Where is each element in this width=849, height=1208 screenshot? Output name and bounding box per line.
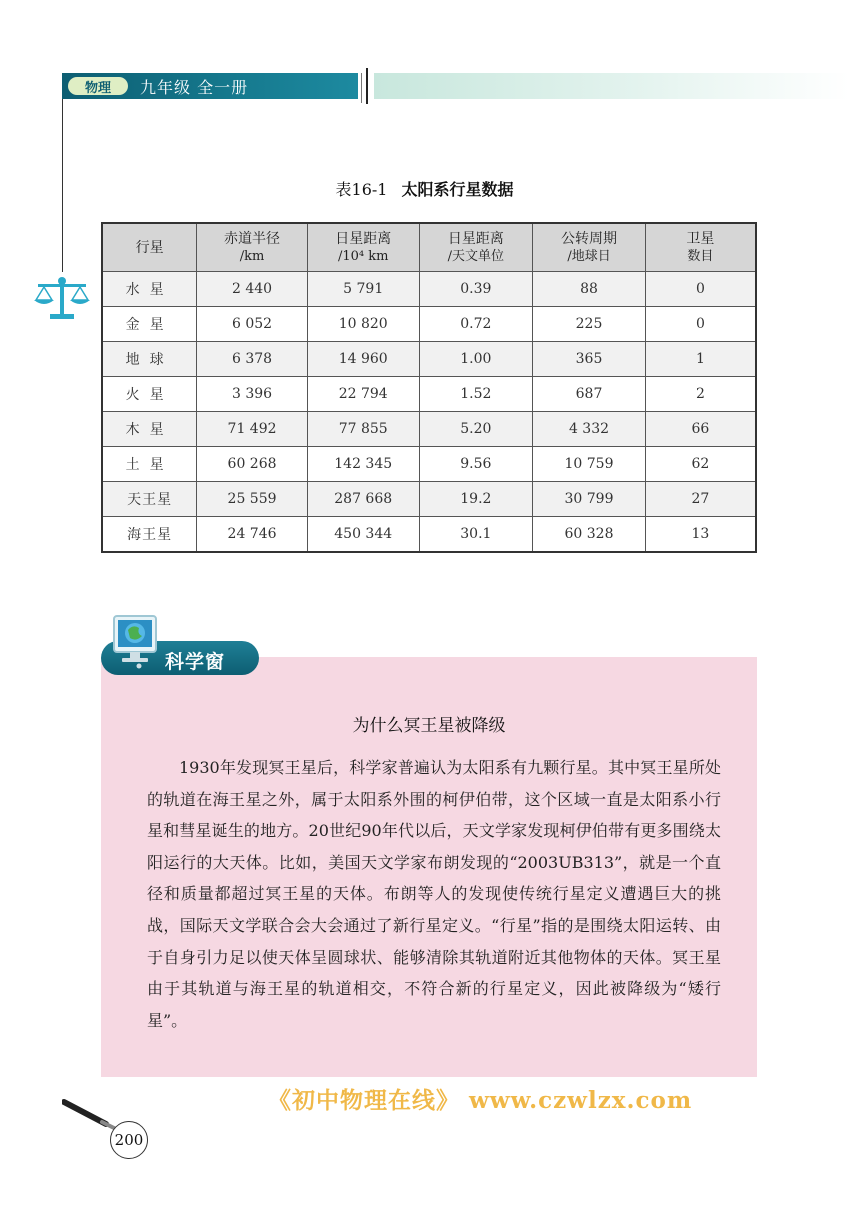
table-row bbox=[102, 412, 756, 447]
table-cell: 9.56 bbox=[419, 447, 533, 482]
science-window-label: 科学窗 bbox=[165, 651, 226, 673]
table-cell: 0.72 bbox=[419, 307, 533, 342]
table-cell: 13 bbox=[645, 517, 756, 553]
table-cell: 4 332 bbox=[533, 412, 646, 447]
table-row bbox=[102, 307, 756, 342]
table-cell: 1.00 bbox=[419, 342, 533, 377]
planet-name: 地球 bbox=[102, 342, 197, 377]
table-row bbox=[102, 342, 756, 377]
table-cell: 287 668 bbox=[307, 482, 419, 517]
table-cell: 0.39 bbox=[419, 272, 533, 307]
planet-name: 海王星 bbox=[102, 517, 197, 553]
table-cell: 6 378 bbox=[197, 342, 308, 377]
table-cell: 1.52 bbox=[419, 377, 533, 412]
planet-name: 土星 bbox=[102, 447, 197, 482]
table-cell: 88 bbox=[533, 272, 646, 307]
table-cell: 71 492 bbox=[197, 412, 308, 447]
table-cell: 25 559 bbox=[197, 482, 308, 517]
table-cell: 2 bbox=[645, 377, 756, 412]
table-caption-text: 太阳系行星数据 bbox=[401, 180, 514, 199]
table-header-row bbox=[102, 223, 756, 272]
table-cell: 10 820 bbox=[307, 307, 419, 342]
planet-data-table bbox=[101, 222, 757, 553]
table-cell: 3 396 bbox=[197, 377, 308, 412]
table-cell: 30.1 bbox=[419, 517, 533, 553]
table-row bbox=[102, 517, 756, 553]
table-cell: 14 960 bbox=[307, 342, 419, 377]
table-cell: 365 bbox=[533, 342, 646, 377]
header-bar bbox=[62, 73, 358, 99]
table-cell: 225 bbox=[533, 307, 646, 342]
table-cell: 27 bbox=[645, 482, 756, 517]
table-cell: 0 bbox=[645, 307, 756, 342]
table-cell: 66 bbox=[645, 412, 756, 447]
table-cell: 30 799 bbox=[533, 482, 646, 517]
table-number: 表16-1 bbox=[335, 180, 388, 199]
table-row bbox=[102, 272, 756, 307]
table-caption bbox=[0, 177, 849, 200]
table-cell: 19.2 bbox=[419, 482, 533, 517]
table-cell: 0 bbox=[645, 272, 756, 307]
table-cell: 1 bbox=[645, 342, 756, 377]
watermark-text: 《初中物理在线》 www.czwlzx.com bbox=[268, 1087, 693, 1114]
article-body bbox=[147, 752, 721, 1036]
article-paragraph: 1930年发现冥王星后，科学家普遍认为太阳系有九颗行星。其中冥王星所处的轨道在海王星之外，属于太阳系外围的柯伊伯带，这个区域一直是太阳系小行星和彗星诞生的地方。20世纪90年代以后，天文学家发现柯伊伯带有更多围绕太阳运行的大天体。比如，美国天文学家布朗发现的“2003UB313”，就是一个直径和质量都超过冥王星的天体。布朗等人的发现使传统行星定义遭遇巨大的挑战，国际天文学联合会大会通过了新行星定义。“行星”指的是围绕太阳运转、由于自身引力足以使天体呈圆球状、能够清除其轨道附近其他物体的天体。冥王星由于其轨道与海王星的轨道相交，不符合新的行星定义，因此被降级为“矮行星”。 bbox=[147, 758, 721, 1030]
planet-name: 水星 bbox=[102, 272, 197, 307]
table-cell: 5 791 bbox=[307, 272, 419, 307]
page-number: 200 bbox=[110, 1121, 148, 1159]
column-header: 赤道半径 /km bbox=[197, 223, 308, 272]
table-cell: 2 440 bbox=[197, 272, 308, 307]
article-title: 为什么冥王星被降级 bbox=[352, 716, 506, 736]
table-cell: 687 bbox=[533, 377, 646, 412]
table-cell: 142 345 bbox=[307, 447, 419, 482]
subject-badge: 物理 bbox=[68, 77, 128, 95]
header-divider bbox=[366, 68, 368, 104]
table-row bbox=[102, 482, 756, 517]
planet-name: 木星 bbox=[102, 412, 197, 447]
planet-name: 金星 bbox=[102, 307, 197, 342]
table-cell: 60 268 bbox=[197, 447, 308, 482]
table-cell: 60 328 bbox=[533, 517, 646, 553]
table-cell: 10 759 bbox=[533, 447, 646, 482]
table-row bbox=[102, 447, 756, 482]
column-header: 行星 bbox=[102, 223, 197, 272]
table-row bbox=[102, 377, 756, 412]
planet-name: 火星 bbox=[102, 377, 197, 412]
header-divider-thin bbox=[361, 73, 362, 103]
table-cell: 22 794 bbox=[307, 377, 419, 412]
book-title: 九年级 全一册 bbox=[140, 77, 249, 97]
table-cell: 24 746 bbox=[197, 517, 308, 553]
table-cell: 5.20 bbox=[419, 412, 533, 447]
computer-monitor-icon bbox=[108, 612, 164, 670]
column-header: 公转周期 /地球日 bbox=[533, 223, 646, 272]
balance-scale-icon bbox=[32, 276, 92, 322]
table-cell: 450 344 bbox=[307, 517, 419, 553]
column-header: 日星距离 /天文单位 bbox=[419, 223, 533, 272]
column-header: 卫星 数目 bbox=[645, 223, 756, 272]
header-gradient bbox=[374, 73, 849, 99]
table-cell: 77 855 bbox=[307, 412, 419, 447]
planet-name: 天王星 bbox=[102, 482, 197, 517]
table-cell: 62 bbox=[645, 447, 756, 482]
table-cell: 6 052 bbox=[197, 307, 308, 342]
column-header: 日星距离 /10⁴ km bbox=[307, 223, 419, 272]
